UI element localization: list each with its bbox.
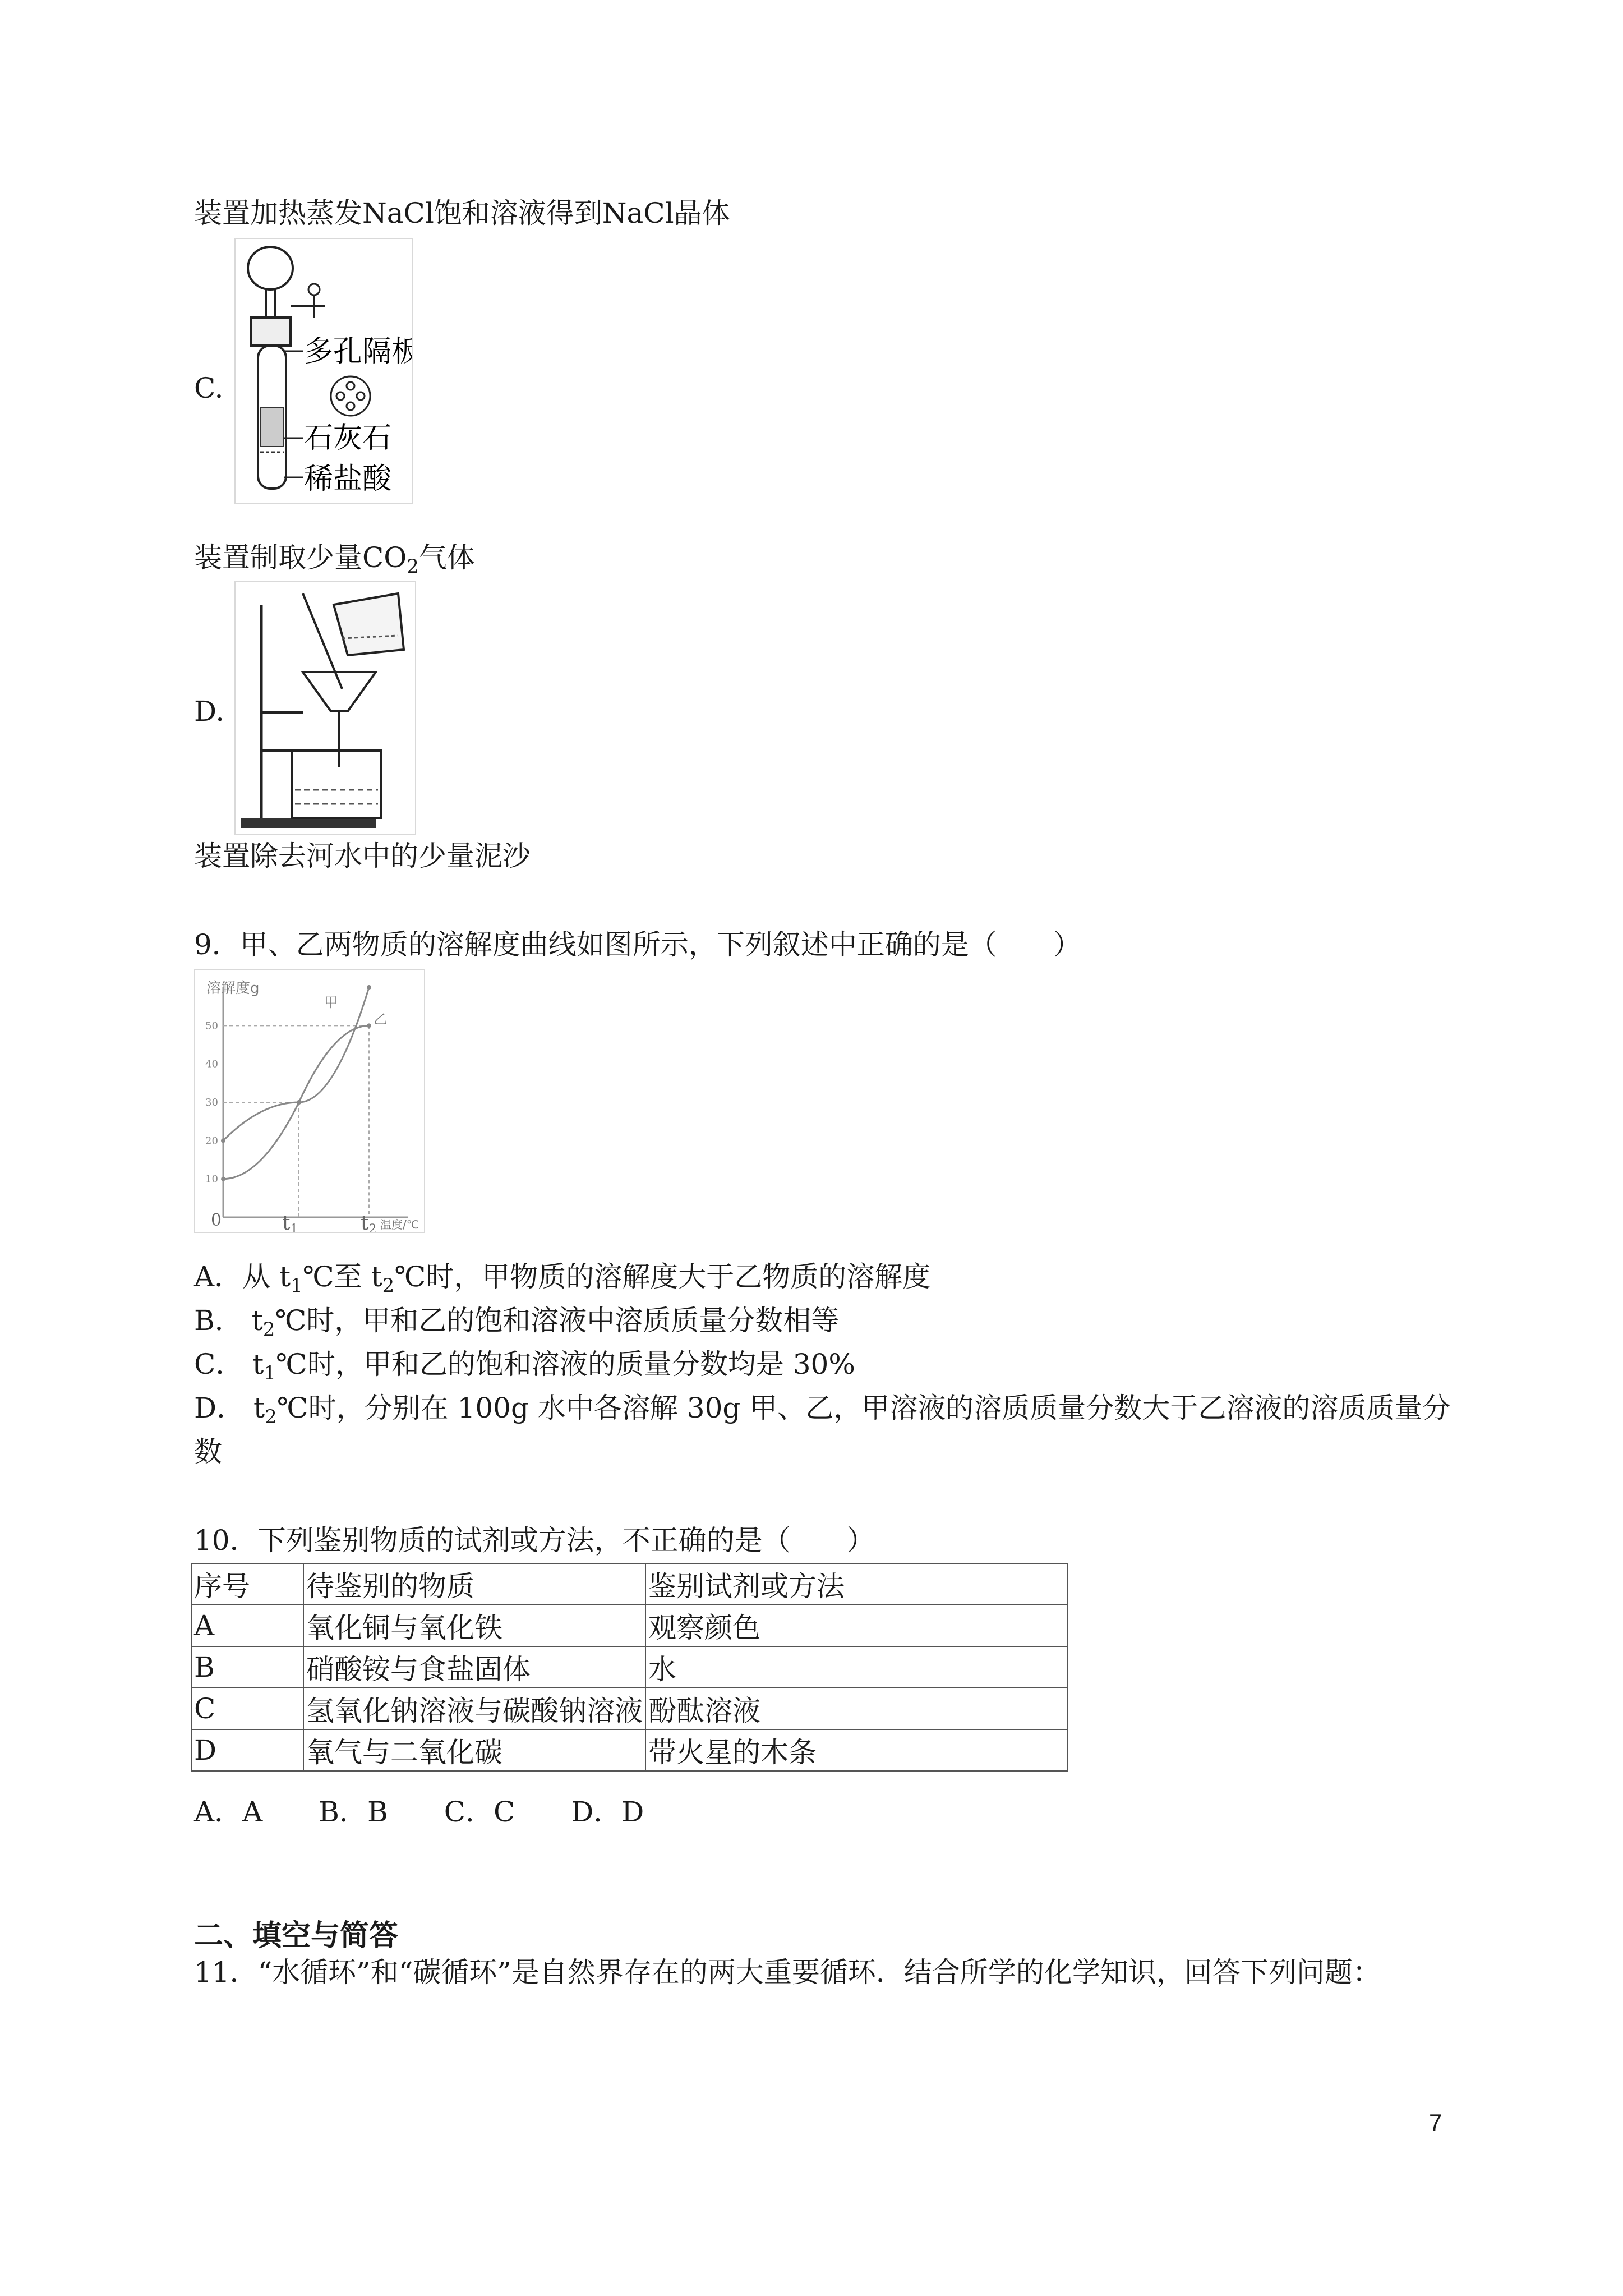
question-10-stem: 10．下列鉴别物质的试剂或方法，不正确的是（ ） xyxy=(194,1524,875,1557)
series-point xyxy=(221,1177,225,1181)
page-number: 7 xyxy=(1429,2109,1442,2136)
table-cell: 氧气与二氧化碳 xyxy=(303,1729,645,1771)
table-cell: B xyxy=(191,1646,303,1688)
table-cell: C xyxy=(191,1688,303,1729)
filtration-apparatus-drawing xyxy=(236,582,415,834)
table-row xyxy=(191,1605,1067,1646)
table-row xyxy=(191,1688,1067,1729)
chart-ylabel: 溶解度g xyxy=(206,980,260,997)
q9-option-a: A．从 $t_1℃$至 $t_2℃$时，甲物质的溶解度大于乙物质的溶解度 xyxy=(194,1260,931,1297)
series-point xyxy=(221,1138,225,1143)
series-line-jia xyxy=(223,987,369,1179)
table-cell: 氢氧化钠溶液与碳酸钠溶液 xyxy=(303,1688,645,1729)
table-cell: 氧化铜与氧化铁 xyxy=(303,1605,645,1646)
option-b-caption: 装置加热蒸发NaCl饱和溶液得到NaCl晶体 xyxy=(194,197,730,229)
table-cell: 硝酸铵与食盐固体 xyxy=(303,1646,645,1688)
y-tick-label: 20 xyxy=(205,1135,218,1147)
fig-c-stone-label: 石灰石 xyxy=(304,421,392,455)
question-11-stem: 11．“水循环”和“碳循环”是自然界存在的两大重要循环．结合所学的化学知识，回答下列问题： xyxy=(194,1956,1381,1989)
filtration-apparatus-figure xyxy=(234,581,416,835)
section-2-title: 二、填空与简答 xyxy=(194,1919,399,1953)
table-header-cell: 鉴别试剂或方法 xyxy=(645,1563,1067,1605)
y-tick-label: 40 xyxy=(205,1058,218,1070)
table-header-row xyxy=(191,1563,1067,1605)
table-row xyxy=(191,1646,1067,1688)
table-cell: A xyxy=(191,1605,303,1646)
chart-origin-label: 0 xyxy=(211,1211,222,1230)
table-cell: 观察颜色 xyxy=(645,1605,1067,1646)
series-point xyxy=(297,1100,301,1105)
solubility-chart-svg xyxy=(195,970,424,1232)
table-header-cell: 序号 xyxy=(191,1563,303,1605)
option-d-caption: 装置除去河水中的少量泥沙 xyxy=(194,840,531,872)
q10-choices: A．A B．B C．C D．D xyxy=(194,1796,644,1828)
y-tick-label: 10 xyxy=(205,1173,218,1185)
table-cell: 酚酞溶液 xyxy=(645,1688,1067,1729)
table-header-cell: 待鉴别的物质 xyxy=(303,1563,645,1605)
series-point xyxy=(367,1023,371,1028)
option-c-label: C. xyxy=(194,372,224,404)
table-row xyxy=(191,1729,1067,1771)
series-jia-label: 甲 xyxy=(324,995,338,1010)
y-tick-label: 30 xyxy=(205,1097,218,1108)
fig-c-acid-label: 稀盐酸 xyxy=(304,462,392,496)
co2-apparatus-figure xyxy=(234,238,413,504)
table-cell: 带火星的木条 xyxy=(645,1729,1067,1771)
option-d-label: D. xyxy=(194,695,225,728)
solubility-chart xyxy=(194,969,425,1233)
q9-option-c: C． $t_1℃$时，甲和乙的饱和溶液的质量分数均是 30% xyxy=(194,1348,855,1384)
option-c-caption: 装置制取少量$CO_2$气体 xyxy=(194,541,475,578)
table-cell: 水 xyxy=(645,1646,1067,1688)
chart-xlabel: 温度/℃ xyxy=(380,1218,419,1231)
fig-c-board-label: 多孔隔板 xyxy=(304,335,412,369)
y-tick-label: 50 xyxy=(205,1020,218,1032)
series-yi-label: 乙 xyxy=(374,1011,387,1027)
co2-apparatus-drawing xyxy=(236,239,412,503)
table-cell: D xyxy=(191,1729,303,1771)
chart-t1-label: t1 xyxy=(282,1212,298,1232)
chart-t2-label: t2 xyxy=(361,1212,377,1232)
q9-option-b: B． $t_2℃$时，甲和乙的饱和溶液中溶质质量分数相等 xyxy=(194,1304,840,1341)
series-line-yi xyxy=(223,1025,369,1140)
series-point xyxy=(367,985,371,990)
q10-table xyxy=(191,1563,1068,1772)
q9-option-d-continued: 数 xyxy=(194,1435,222,1468)
question-9-stem: 9．甲、乙两物质的溶解度曲线如图所示，下列叙述中正确的是（ ） xyxy=(194,928,1081,961)
q9-option-d: D． $t_2℃$时，分别在 100g 水中各溶解 30g 甲、乙，甲溶液的溶质质量分数大于乙溶液的溶质质量分 xyxy=(194,1392,1451,1428)
